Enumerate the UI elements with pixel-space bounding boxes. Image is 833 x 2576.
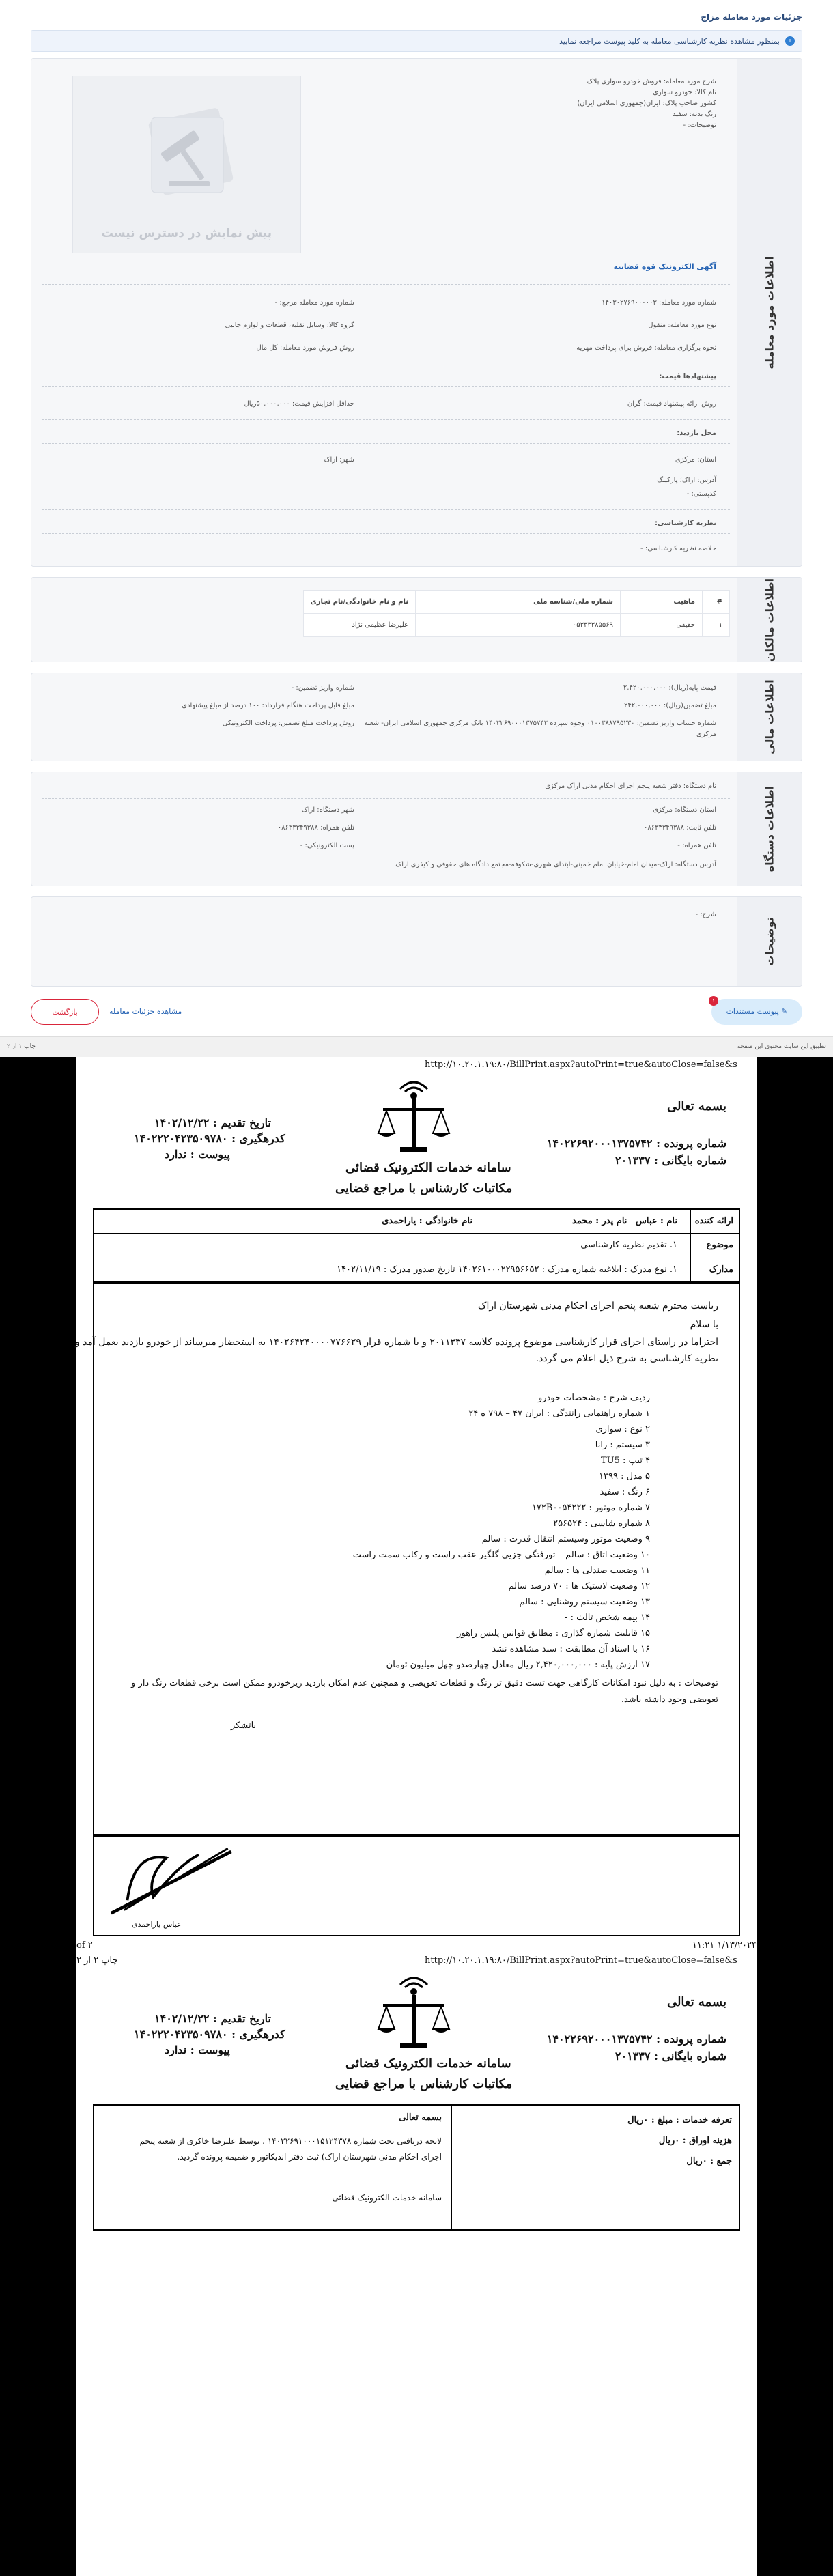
body-line: نظریه کارشناسی به شرح ذیل اعلام می گردد. [535,1353,718,1364]
tracking-code: کدرهگیری : ۱۴۰۲۲۲۰۴۲۳۵۰۹۷۸۰ [134,1132,285,1145]
remarks-section [31,896,802,987]
page1-url: http://۱۰.۲۰.۱.۱۹:۸۰/BillPrint.aspx?autoPrint=true&autoClose=false&s [425,1060,737,1070]
org-subtitle: مکاتبات کارشناس با مراجع قضایی [335,2077,513,2091]
org-name: سامانه خدمات الکترونیک قضائی [345,2056,511,2071]
scales-of-justice-icon [373,1971,455,2053]
org-name: سامانه خدمات الکترونیک قضائی [345,1161,511,1175]
expert-label: نظریه کارشناسی: [655,520,716,527]
fee-title: تعرفه خدمات : مبلغ : ۰ریال [627,2115,732,2125]
divider [42,798,730,799]
body-line: احتراما در راستای اجرای قرار کارشناسی موضوع پرونده کلاسه ۲۰۱۱۳۳۷ و با شماره قرار ۱۴۰۲۶۴۲۴۰۰۰۰۷۷۶۶۲۹ به استحضار میرساند از خودرو بازدید بعمل آمد و [74,1337,718,1348]
org-subtitle: مکاتبات کارشناس با مراجع قضایی [335,1181,513,1195]
deposit-number: شماره واریز تضمین: - [291,684,354,692]
receipt-title: بسمه تعالی [399,2112,442,2123]
owners-cell: علیرضا عظیمی نژاد [303,614,415,637]
owners-title: اطلاعات مالکان [763,578,776,662]
deal-desc-line-0: شرح مورد معامله: فروش خودرو سواری پلاک [587,78,716,85]
proposal-label: پیشنهادها قیمت: [659,373,716,380]
docs-value: ۱. نوع مدرک : ابلاغیه شماره مدرک : ۱۴۰۲۶۱۰۰۰۲۲۹۵۶۶۵۲ تاریخ صدور مدرک : ۱۴۰۲/۱۱/۱۹ [337,1264,677,1275]
deal-info-title: اطلاعات مورد معامله [763,255,776,369]
attachments-button[interactable] [711,999,802,1025]
attachments-badge: ۱ [709,996,718,1006]
body-line: توضیحات : به دلیل نبود امکانات کارگاهی جهت تست دقیق تر رنگ و قطعات تعویضی و همچنین عدم امکان بازدید زیرخودرو ممکن است برخی قطعات رنگ دار و [131,1678,718,1688]
owners-header-type: ماهیت [621,591,703,614]
signer-name: عباس یاراحمدی [132,1920,182,1929]
deposit-percent: مبلغ قابل پرداخت هنگام قرارداد: ۱۰۰ درصد از مبلغ پیشنهادی [182,702,354,709]
body-line: ۲ نوع : سواری [595,1424,650,1434]
body-line: ۷ شماره موتور : ۱۷۲B۰۰۵۴۲۲۲ [531,1503,650,1513]
page1-footer-left: of ۲ [76,1940,93,1951]
deal-desc-line-1: نام کالا: خودرو سواری [653,89,716,96]
image-placeholder [72,76,301,253]
tracking-code: کدرهگیری : ۱۴۰۲۲۲۰۴۲۳۵۰۹۷۸۰ [134,2028,285,2041]
body-line: باتشکر [231,1721,257,1731]
case-number: شماره پرونده : ۱۴۰۲۲۶۹۲۰۰۰۱۳۷۵۷۴۲ [546,2033,726,2046]
owners-header-index: # [703,591,730,614]
device-province: استان دستگاه: مرکزی [653,806,716,814]
table-row [303,614,729,637]
finance-title-bar [737,673,802,761]
fee-receipt-box [93,2104,740,2231]
owners-header-id: شماره ملی/شناسه ملی [416,591,621,614]
body-line: تعویضی وجود داشته باشد. [621,1695,718,1705]
location-address: آدرس: اراک؛ پارکینگ [657,477,716,484]
table-row-divider [94,1233,739,1234]
paper-fee: هزینه اوراق : ۰ریال [658,2136,732,2146]
location-city: شهر: اراک [324,456,354,464]
body-line: ۴ تیپ : TU5 [601,1456,650,1466]
owners-section [31,577,802,662]
deal-number: شماره مورد معامله: ۱۴۰۳۰۲۷۶۹۰۰۰۰۰۳ [602,299,716,307]
subject-value: ۱. تقدیم نظریه کارشناسی [580,1240,677,1250]
letter-body [74,1282,740,1835]
deposit-amount: مبلغ تضمین(ریال): ۲۴۲,۰۰۰,۰۰۰ [623,702,716,709]
table-header-row [303,591,729,614]
signature-image [108,1837,238,1919]
document-page-1 [0,1057,833,1953]
min-increase: حداقل افزایش قیمت: ۵۰,۰۰۰,۰۰۰ریال [244,400,354,408]
body-line: ردیف شرح : مشخصات خودرو [537,1393,650,1403]
attachment-status: پیوست : ندارد [165,1148,230,1161]
submitter-name: نام : عباس [636,1216,677,1226]
paperclip-icon: ✎ [778,1007,788,1016]
remarks-text: شرح: - [695,911,716,918]
viewer-right-text: تطبیق این سایت محتوی این صفحه [737,1043,826,1050]
ad-link[interactable]: آگهی الکترونیک قوه قضاییه [613,262,716,271]
body-line: ۱۷ ارزش پایه : ۲,۴۲۰,۰۰۰,۰۰۰ ریال معادل چهارصدو چهل میلیون تومان [386,1660,650,1670]
device-fax: تلفن همراه: ۰۸۶۳۳۳۴۹۳۸۸ [277,824,354,832]
location-label: محل بازدید: [677,429,716,437]
account-line-1: شماره حساب واریز تضمین: ۰۱۰۰۳۸۸۷۹۵۲۳۰ وجوه سپرده ۱۴۰۲۲۶۹۰۰۰۱۳۷۵۷۴۲ بانک مرکزی جمهوری اسلامی ایران- شعبه [364,720,716,727]
owners-title-bar [737,578,802,662]
body-line: ۱۳ وضعیت سیستم روشنایی : سالم [519,1597,650,1607]
device-title: اطلاعات دستگاه [763,785,776,873]
case-number: شماره پرونده : ۱۴۰۲۲۶۹۲۰۰۰۱۳۷۵۷۴۲ [546,1137,726,1150]
document-page-2 [0,1953,833,2576]
page2-url: http://۱۰.۲۰.۱.۱۹:۸۰/BillPrint.aspx?autoPrint=true&autoClose=false&s [425,1955,737,1966]
paper-sheet [76,1057,757,1953]
deal-desc-line-4: توضیحات: - [683,122,716,129]
body-line: ۱ شماره راهنمایی رانندگی : ایران ۴۷ – ۷۹۸ ه ۲۴ [468,1409,650,1419]
divider [42,419,730,420]
table-col-divider [690,1210,691,1281]
scales-of-justice-icon [373,1075,455,1157]
device-phone: تلفن ثابت: ۰۸۶۳۳۳۴۹۳۸۸ [643,824,716,832]
viewer-left-text: چاپ ۱ از ۲ [7,1043,36,1050]
location-postal: کدپستی: - [686,490,716,498]
page2-top-left: چاپ ۲ از ۲ [76,1955,118,1966]
attachments-label: پیوست مستندات [726,1007,779,1016]
account-line-2: مرکزی [696,731,716,738]
deal-info-section [31,58,802,567]
device-email: پست الکترونیکی: - [300,842,354,849]
expert-summary: خلاصه نظریه کارشناسی: - [640,545,716,552]
sale-method: نحوه برگزاری معامله: فروش برای پرداخت مهریه [576,344,716,352]
archive-number: شماره بایگانی : ۲۰۱۳۳۷ [615,1154,726,1167]
page-title: جزئیات مورد معامله مزاج [701,12,802,22]
receipt-line: لایحه دریافتی تحت شماره ۱۴۰۲۲۶۹۱۰۰۰۱۵۱۲۴۳۷۸ ، توسط علیرضا خاکری از شعبه پنجم [139,2136,442,2146]
basmala: بسمه تعالی [666,1099,726,1114]
divider [42,509,730,510]
table-col-divider [451,2106,452,2229]
body-line: ۱۵ قابلیت شماره گذاری : مطابق قوانین پلیس راهور [457,1628,650,1639]
device-mobile: تلفن همراه: - [677,842,716,849]
finance-section [31,673,802,761]
receipt-line: اجرای احکام مدنی شهرستان اراک) ثبت دفتر اندیکاتور و ضمیمه پرونده گردید. [177,2152,442,2162]
back-button[interactable]: بازگشت [31,999,99,1025]
viewer-bar [0,1036,833,1057]
body-line: با سلام [690,1319,718,1330]
body-line: ۹ وضعیت موتور وسیستم انتقال قدرت : سالم [481,1534,650,1544]
reference-number: شماره مورد معامله مرجع: - [274,299,354,307]
remarks-title: توضیحات [763,917,776,966]
base-price: قیمت پایه(ریال): ۲,۴۲۰,۰۰۰,۰۰۰ [623,684,716,692]
divider [42,443,730,444]
body-line: ۳ سیستم : رانا [595,1440,650,1450]
owners-header-name: نام و نام خانوادگی/نام تجاری [303,591,415,614]
letter-info-table [93,1208,740,1282]
goods-group: گروه کالا: وسایل نقلیه، قطعات و لوازم جانبی [225,322,354,329]
body-line: ۸ شماره شاسی : ۲۵۶۵۲۴ [553,1518,650,1529]
owners-cell: ۱ [703,614,730,637]
subject-label: موضوع [706,1240,733,1250]
signature-box [93,1835,740,1936]
owners-table [303,590,730,637]
deal-type: نوع مورد معامله: منقول [648,322,716,329]
body-line: ۵ مدل : ۱۳۹۹ [599,1471,650,1482]
attachment-status: پیوست : ندارد [165,2043,230,2056]
divider [42,386,730,387]
divider [42,284,730,285]
remarks-title-bar [737,897,802,986]
body-line: ۱۱ وضعیت صندلی ها : سالم [544,1566,650,1576]
body-line: ۱۴ بیمه شخص ثالث : - [565,1613,650,1623]
deal-desc-line-2: کشور صاحب پلاک: ایران(جمهوری اسلامی ایران) [577,100,716,107]
sale-manner: روش فروش مورد معامله: کل مال [256,344,354,352]
image-placeholder-text: پیش نمایش در دسترس نیست [101,227,272,240]
basmala: بسمه تعالی [666,1995,726,2009]
finance-title: اطلاعات مالی [763,679,776,754]
view-details-link[interactable]: مشاهده جزئیات معامله [109,1007,182,1016]
submitter-family: نام خانوادگی : یاراحمدی [382,1216,472,1226]
page1-footer-right: ۱۱:۲۱ ۱/۱۳/۲۰۲۴ [692,1940,757,1951]
docs-label: مدارک [709,1264,733,1275]
deal-desc-line-3: رنگ بدنه: سفید [672,111,716,118]
fee-total: جمع : ۰ریال [686,2156,732,2166]
gavel-image-icon [131,100,244,199]
notice-text: بمنظور مشاهده نظریه کارشناسی معامله به کلید پیوست مراجعه نمایید [559,37,780,46]
location-province: استان: مرکزی [675,456,716,464]
device-city: شهر دستگاه: اراک [301,806,354,814]
submit-date: تاریخ تقدیم : ۱۴۰۲/۱۲/۲۲ [154,1116,271,1129]
info-icon: i [785,36,795,46]
divider [42,533,730,534]
letter-header-box [93,1968,740,2104]
body-line: ۱۶ با اسناد آن مطابقت : سند مشاهده نشد [492,1644,650,1654]
proposal-method: روش ارائه پیشنهاد قیمت: گران [627,400,716,408]
body-line: ۶ رنگ : سفید [599,1487,650,1497]
device-title-bar [737,772,802,886]
device-section [31,772,802,886]
submit-date: تاریخ تقدیم : ۱۴۰۲/۱۲/۲۲ [154,2012,271,2025]
submitter-label: ارائه کننده [694,1216,733,1226]
submitter-father: نام پدر : محمد [572,1216,627,1226]
body-line: ۱۲ وضعیت لاستیک ها : ۷۰ درصد سالم [508,1581,650,1591]
owners-cell: حقیقی [621,614,703,637]
payment-method: روش پرداخت مبلغ تضمین: پرداخت الکترونیکی [222,720,354,727]
device-org: نام دستگاه: دفتر شعبه پنجم اجرای احکام مدنی اراک مرکزی [545,782,716,790]
owners-cell: ۰۵۳۳۳۳۸۵۵۶۹ [416,614,621,637]
body-line: ۱۰ وضعیت اتاق : سالم – تورفتگی جزیی گلگیر عقب راست و رکاب سمت راست [352,1550,650,1560]
letter-header-box [93,1072,740,1208]
deal-info-title-bar [737,59,802,566]
archive-number: شماره بایگانی : ۲۰۱۳۳۷ [615,2050,726,2063]
device-address: آدرس دستگاه: اراک-میدان امام-خیابان امام خمینی-ابتدای شهری-شکوفه-مجتمع دادگاه های حقوقی و کیفری اراک [395,861,716,868]
notice-bar [31,30,802,52]
paper-sheet [76,1953,757,2576]
receipt-sign: سامانه خدمات الکترونیک قضائی [332,2193,442,2203]
page-header [31,5,802,33]
body-line: ریاست محترم شعبه پنجم اجرای احکام مدنی شهرستان اراک [477,1301,718,1312]
